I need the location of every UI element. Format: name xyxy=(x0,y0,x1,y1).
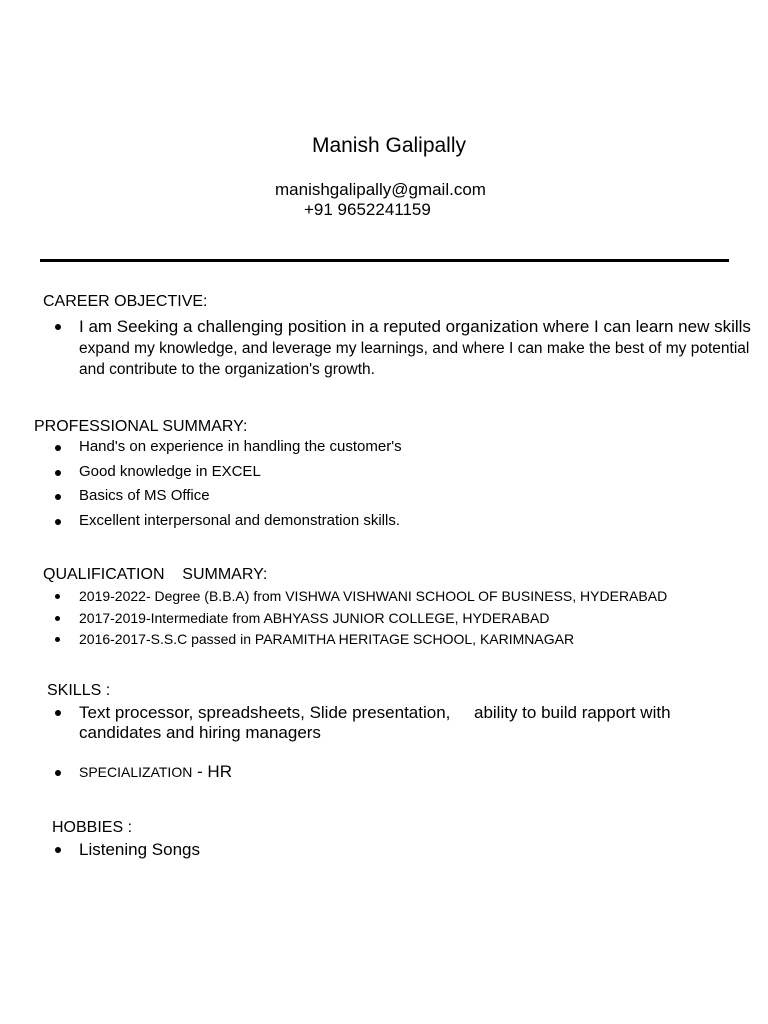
specialization-list xyxy=(39,762,232,782)
career-objective-list xyxy=(39,316,754,380)
specialization-value: - HR xyxy=(192,762,232,781)
list-item xyxy=(39,316,754,380)
hobbies-list xyxy=(39,840,200,860)
career-objective-heading: CAREER OBJECTIVE: xyxy=(43,293,208,310)
list-item: Basics of MS Office xyxy=(39,486,402,511)
header-divider xyxy=(40,259,729,262)
skills-list xyxy=(39,703,739,743)
list-item: Good knowledge in EXCEL xyxy=(39,462,402,487)
list-item xyxy=(39,762,232,782)
qualification-years: 2019-2022- Degree (B.B.A) from xyxy=(79,588,286,604)
list-item: Text processor, spreadsheets, Slide presentation, ability to build rapport with candidates and hiring managers xyxy=(39,703,739,743)
skills-heading: SKILLS : xyxy=(47,682,111,699)
list-item: Listening Songs xyxy=(39,840,200,860)
email-address: manishgalipally@gmail.com xyxy=(275,180,486,199)
list-item xyxy=(39,587,667,609)
qualification-list xyxy=(39,587,667,652)
professional-summary-list xyxy=(39,437,402,535)
list-item xyxy=(39,630,667,652)
hobbies-heading: HOBBIES : xyxy=(52,819,133,836)
list-item: Excellent interpersonal and demonstration skills. xyxy=(39,511,402,536)
qualification-school: ABHYASS JUNIOR COLLEGE, HYDERABAD xyxy=(263,609,550,626)
qualification-years: 2017-2019-Intermediate from xyxy=(79,609,264,626)
professional-summary-heading: PROFESSIONAL SUMMARY: xyxy=(34,418,248,435)
qualification-school: VISHWA VISHWANI SCHOOL OF BUSINESS, HYDERABAD xyxy=(285,588,668,604)
resume-name: Manish Galipally xyxy=(311,134,467,157)
list-item: Hand's on experience in handling the customer's xyxy=(39,437,402,462)
qualification-school: PARAMITHA HERITAGE SCHOOL, KARIMNAGAR xyxy=(254,631,575,647)
qualification-summary-heading: QUALIFICATION SUMMARY: xyxy=(43,566,268,583)
objective-text-part1: I am Seeking a challenging position in a reputed organization where I can learn new skills xyxy=(79,317,751,336)
objective-text-part2: expand my knowledge, and leverage my learnings, and where I can make the best of my potential and contribute to the organization's growth. xyxy=(79,340,750,378)
list-item xyxy=(39,609,667,631)
phone-number: +91 9652241159 xyxy=(304,200,431,219)
specialization-label: SPECIALIZATION xyxy=(79,764,193,780)
qualification-years: 2016-2017-S.S.C passed in xyxy=(79,631,255,647)
